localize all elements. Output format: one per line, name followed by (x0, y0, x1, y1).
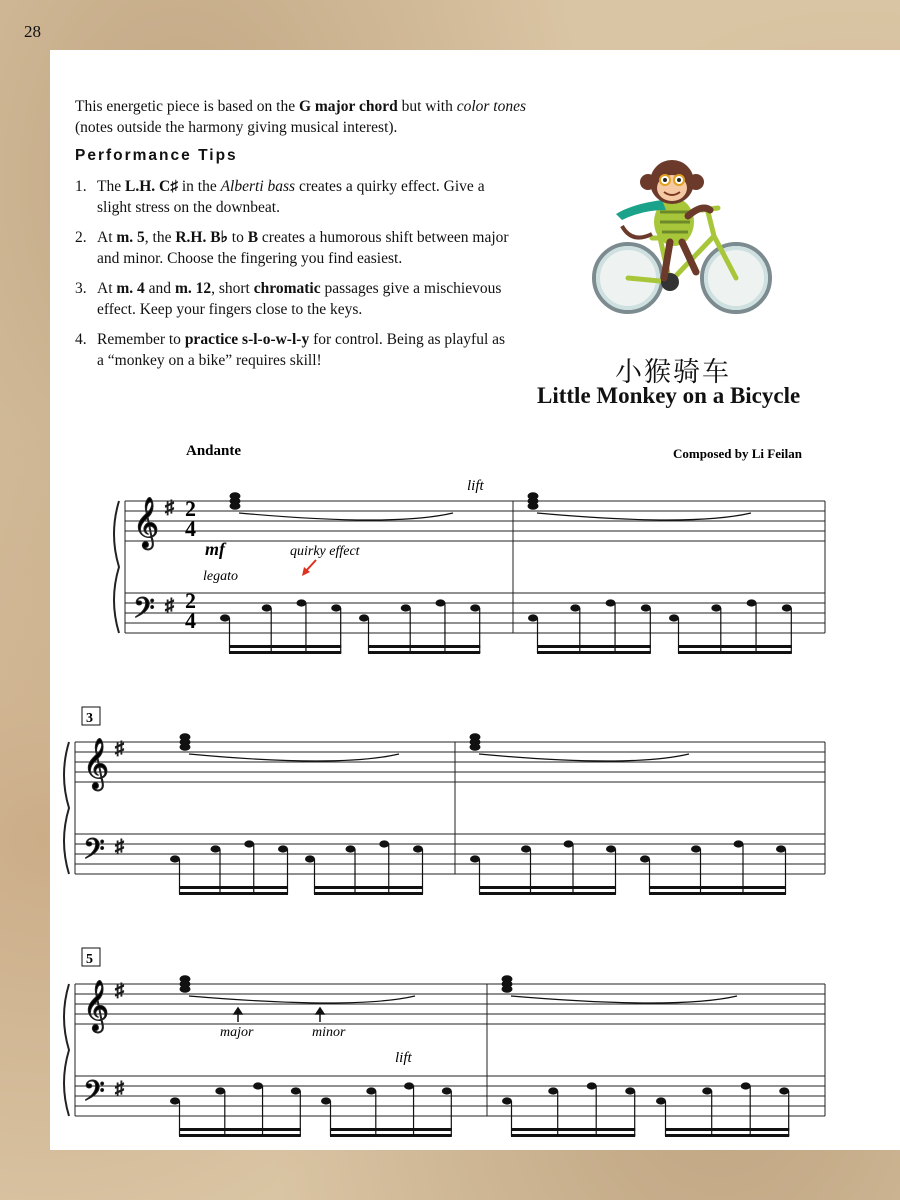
tie (189, 754, 399, 761)
tie (189, 996, 415, 1003)
note-head (528, 502, 539, 510)
quirky-annotation: quirky effect (290, 544, 360, 559)
major-annotation: major (220, 1025, 254, 1040)
note-head (321, 1097, 331, 1104)
bass-clef-icon: 𝄢 (83, 835, 105, 872)
note-head (278, 845, 288, 852)
beam (314, 892, 423, 895)
beam (229, 645, 341, 648)
note-head (734, 840, 744, 847)
sharp-icon: ♯ (165, 497, 174, 517)
beam (649, 892, 786, 895)
beam (537, 645, 651, 648)
beam (665, 1128, 789, 1131)
beam (330, 1128, 452, 1131)
note-head (711, 604, 721, 611)
page-number: 28 (24, 22, 41, 41)
tip-item: 4. Remember to practice s-l-o-w-l-y for control. Being as playful as a “monkey on a bike” requires skill! (75, 331, 506, 369)
note-head (741, 1082, 751, 1089)
note-head (215, 1087, 225, 1094)
beam (179, 892, 288, 895)
treble-clef-icon: 𝄞 (83, 739, 110, 788)
note-head (211, 845, 221, 852)
note-head (470, 604, 480, 611)
tie (537, 513, 751, 520)
note-head (702, 1087, 712, 1094)
bass-clef-icon: 𝄢 (83, 1077, 105, 1114)
measure-number: 3 (86, 711, 93, 726)
note-head (641, 604, 651, 611)
brace (114, 501, 119, 633)
beam (368, 651, 480, 654)
note-head (180, 985, 191, 993)
beam (678, 645, 792, 648)
note-head (606, 845, 616, 852)
note-head (366, 1087, 376, 1094)
note-head (230, 502, 241, 510)
dynamic-marking: mf (205, 539, 225, 559)
note-head (656, 1097, 666, 1104)
beam (314, 886, 423, 889)
note-head (220, 614, 230, 621)
note-head (291, 1087, 301, 1094)
quirky-arrow-icon (302, 560, 316, 576)
tips-heading: Performance Tips (75, 147, 238, 164)
tie (479, 754, 689, 761)
note-head (170, 1097, 180, 1104)
music-page (50, 50, 900, 1150)
note-head (528, 614, 538, 621)
note-head (779, 1087, 789, 1094)
beam (179, 886, 288, 889)
note-head (625, 1087, 635, 1094)
tempo-marking: Andante (186, 443, 242, 459)
staff-lines (64, 497, 825, 1116)
beam (678, 651, 792, 654)
note-head (435, 599, 445, 606)
beam (330, 1134, 452, 1137)
note-head (413, 845, 423, 852)
note-head (747, 599, 757, 606)
note-head (776, 845, 786, 852)
title-english: Little Monkey on a Bicycle (537, 383, 801, 408)
note-head (359, 614, 369, 621)
sharp-icon: ♯ (115, 836, 124, 856)
note-head (691, 845, 701, 852)
lift-marking: lift (467, 478, 484, 494)
note-head (782, 604, 792, 611)
note-head (244, 840, 254, 847)
beam (368, 645, 480, 648)
beam (479, 886, 616, 889)
sharp-icon: ♯ (115, 980, 124, 1000)
note-head (470, 855, 480, 862)
note-head (640, 855, 650, 862)
treble-clef-icon: 𝄞 (83, 981, 110, 1030)
note-head (442, 1087, 452, 1094)
beam (179, 1134, 301, 1137)
treble-clef-icon: 𝄞 (133, 498, 160, 547)
tip-item: 1. The L.H. C♯ in the Alberti bass creates a quirky effect. Give a slight stress on the downbeat. (75, 178, 485, 216)
note-head (331, 604, 341, 611)
bass-clef-icon: 𝄢 (133, 594, 155, 631)
note-head (253, 1082, 263, 1089)
note-head (548, 1087, 558, 1094)
note-head (305, 855, 315, 862)
sharp-icon: ♯ (115, 738, 124, 758)
legato-marking: legato (203, 569, 238, 584)
note-head (502, 985, 513, 993)
beam (229, 651, 341, 654)
note-head (521, 845, 531, 852)
sharp-icon: ♯ (115, 1078, 124, 1098)
title-chinese: 小猴骑车 (615, 357, 731, 388)
note-head (570, 604, 580, 611)
note-head (564, 840, 574, 847)
minor-annotation: minor (312, 1025, 346, 1040)
time-signature: 2 (185, 496, 196, 521)
tip-item: 3. At m. 4 and m. 12, short chromatic passages give a mischievous effect. Keep your fingers close to the keys. (75, 280, 502, 318)
tip-item: 2. At m. 5, the R.H. B♭ to B creates a humorous shift between major and minor. Choose the fingering you find easiest. (75, 229, 509, 267)
note-head (502, 1097, 512, 1104)
brace (64, 742, 69, 874)
note-head (170, 855, 180, 862)
beam (479, 892, 616, 895)
note-head (262, 604, 272, 611)
time-signature: 2 (185, 588, 196, 613)
composer-credit: Composed by Li Feilan (673, 446, 802, 461)
tie (239, 513, 453, 520)
beam (511, 1134, 635, 1137)
time-signature: 4 (185, 608, 196, 633)
note-head (669, 614, 679, 621)
sharp-icon: ♯ (165, 595, 174, 615)
note-head (606, 599, 616, 606)
measure-number: 5 (86, 952, 93, 967)
note-head (379, 840, 389, 847)
brace (64, 984, 69, 1116)
intro-text: This energetic piece is based on the G major chord but with color tones (notes outside the harmony giving musical interest). (75, 98, 527, 136)
lift-marking: lift (395, 1050, 412, 1066)
beam (537, 651, 651, 654)
note-head (587, 1082, 597, 1089)
note-head (346, 845, 356, 852)
beam (665, 1134, 789, 1137)
time-signature: 4 (185, 516, 196, 541)
note-head (296, 599, 306, 606)
tie (511, 996, 737, 1003)
note-head (401, 604, 411, 611)
note-head (404, 1082, 414, 1089)
beam (179, 1128, 301, 1131)
beam (649, 886, 786, 889)
beam (511, 1128, 635, 1131)
notes (170, 492, 792, 1137)
arrow-up-icon (234, 1008, 324, 1022)
music-score (50, 50, 900, 1150)
note-head (470, 743, 481, 751)
note-head (180, 743, 191, 751)
